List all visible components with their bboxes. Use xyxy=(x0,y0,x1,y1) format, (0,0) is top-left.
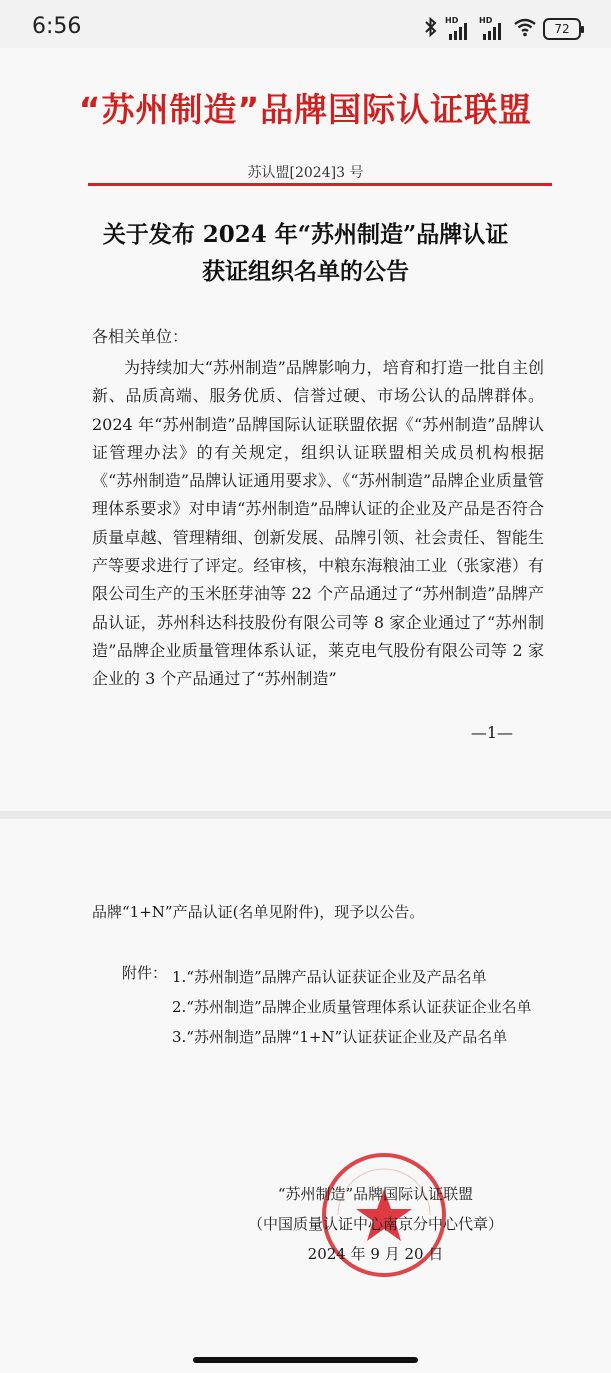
battery-icon: 72 xyxy=(543,18,581,40)
attachment-item: 2.“苏州制造”品牌企业质量管理体系认证获证企业名单 xyxy=(172,998,532,1016)
home-indicator[interactable] xyxy=(193,1357,418,1363)
hd-signal-icon: HD xyxy=(445,18,473,40)
document-page-2 xyxy=(0,819,611,1373)
notice-title-line1: 关于发布 2024 年“苏州制造”品牌认证 xyxy=(102,221,509,248)
notice-title-line2: 获证组织名单的公告 xyxy=(202,258,409,285)
attachment-item: 1.“苏州制造”品牌产品认证获证企业及产品名单 xyxy=(172,968,487,986)
notice-title xyxy=(60,216,551,290)
attachment-item: 3.“苏州制造”品牌“1+N”认证获证企业及产品名单 xyxy=(172,1028,508,1046)
status-icons xyxy=(423,17,581,41)
status-time: 6:56 xyxy=(32,14,82,39)
signature-block xyxy=(0,1179,611,1269)
page-number: —1— xyxy=(470,723,513,742)
org-title: “苏州制造”品牌国际认证联盟 xyxy=(78,90,533,129)
attachment-label: 附件： xyxy=(122,964,168,982)
attachment-list xyxy=(172,962,552,1052)
document-number: 苏认盟[2024]3 号 xyxy=(247,165,364,181)
body-paragraph: 为持续加大“苏州制造”品牌影响力，培育和打造一批自主创新、品质高端、服务优质、信誉过硬、市场公认的品牌群体。2024 年“苏州制造”品牌国际认证联盟依据《“苏州制造”品牌认证管理办法》的有关规定，组织认证联盟相关成员机构根据《“苏州制造”品牌认证通用要求》、《“苏州制造”品牌企业质量管理体系要求》对申请“苏州制造”品牌认证的企业及产品是否符合质量卓越、管理精细、创新发展、品牌引领、社会责任、智能生产等要求进行了评定。经审核，中粮东海粮油工业（张家港）有限公司生产的玉米胚芽油等 22 个产品通过了“苏州制造”品牌产品认证，苏州科达科技股份有限公司等 8 家企业通过了“苏州制造”品牌企业质量管理体系认证，莱克电气股份有限公司等 2 家企业的 3 个产品通过了“苏州制造” xyxy=(92,358,544,689)
document-page-1 xyxy=(0,48,611,811)
signature-date: 2024 年 9 月 20 日 xyxy=(307,1245,444,1263)
salutation: 各相关单位： xyxy=(92,327,189,346)
wifi-icon xyxy=(513,17,537,41)
hd-signal-icon: HD xyxy=(479,18,507,40)
red-divider xyxy=(88,183,552,186)
continuation-text: 品牌“1+N”产品认证(名单见附件)，现予以公告。 xyxy=(92,903,425,921)
signature-org: “苏州制造”品牌国际认证联盟 xyxy=(277,1185,474,1203)
signature-proxy: （中国质量认证中心南京分中心代章） xyxy=(247,1215,503,1233)
bluetooth-icon xyxy=(423,17,439,41)
